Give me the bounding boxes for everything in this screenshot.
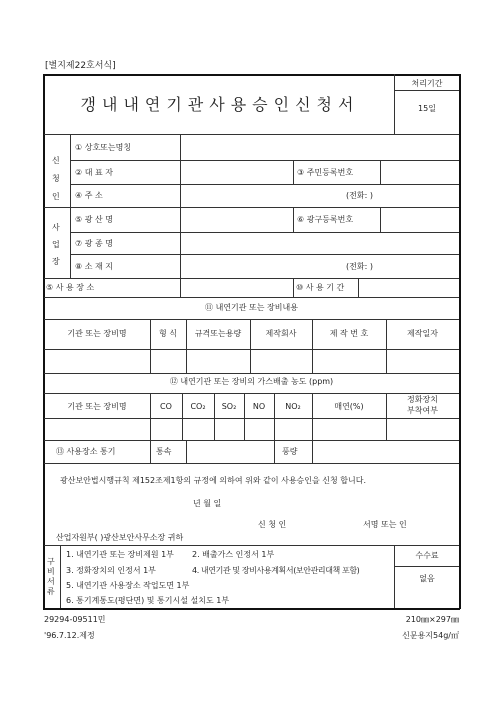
representative-label: ② 대 표 자 <box>75 168 113 177</box>
mine-registration-label: ⑥ 광구등록번호 <box>297 215 354 224</box>
document-item-4: 4. 내연기관 및 장비사용계획서(보안관리대책 포함) <box>192 566 360 575</box>
engine-header-serial: 제 작 번 호 <box>329 329 369 338</box>
ventilation-method-label: 통속 <box>156 447 172 456</box>
applicant-group-label: 신 청 인 <box>52 156 60 201</box>
application-statement: 광산보안법시행규칙 제152조제1항의 규정에 의하여 위와 같이 사용승인을 신청 합니다. <box>60 476 366 485</box>
document-item-1: 1. 내연기관 또는 장비제원 1부 <box>66 550 174 559</box>
applicant-signature-label: 신 청 인 <box>258 520 287 529</box>
business-group-label: 사 업 장 <box>52 223 60 266</box>
document-item-3: 3. 정화장치의 인정서 1부 <box>66 566 156 575</box>
gas-header-no: NO <box>252 402 266 411</box>
engine-header-maker: 제작회사 <box>265 329 297 338</box>
business-phone-label: (전화: ) <box>346 262 373 271</box>
enactment-date: '96.7.12.제정 <box>44 631 95 640</box>
document-item-6: 6. 통기계통도(평단면) 및 통기시설 설치도 1부 <box>66 596 230 605</box>
location-label: ⑧ 소 재 지 <box>75 262 113 271</box>
gas-header-name: 기관 또는 장비명 <box>67 402 127 411</box>
date-line: 년 월 일 <box>193 499 222 508</box>
ventilation-label: ⑬ 사용장소 통기 <box>56 447 116 456</box>
gas-header-co2: CO₂ <box>190 402 206 411</box>
form-label: [별지제22호서식] <box>45 61 116 71</box>
mine-name-label: ⑤ 광 산 명 <box>75 215 113 224</box>
signature-or-seal-label: 서명 또는 인 <box>363 520 407 529</box>
gas-header-co: CO <box>160 402 172 411</box>
paper-type: 신문용지54g/㎡ <box>402 631 459 640</box>
engine-header-capacity: 규격또는용량 <box>194 329 242 338</box>
documents-group-label: 구 비 서 류 <box>47 557 55 596</box>
fee-label: 수수료 <box>415 551 439 560</box>
addressee: 산업자원부( )광산보안사무소장 귀하 <box>56 533 184 542</box>
gas-header-smoke: 매연(%) <box>334 402 364 411</box>
fee-value: 없음 <box>419 574 435 583</box>
company-name-label: ① 상호또는명칭 <box>75 143 132 152</box>
gas-header-so2: SO₂ <box>221 402 237 411</box>
gas-section-title: ⑫ 내연기관 또는 장비의 가스배출 농도 (ppm) <box>169 377 334 386</box>
gas-header-no2: NO₂ <box>285 402 301 411</box>
paper-size: 210㎜×297㎜ <box>405 615 459 624</box>
form-code: 29294-09511민 <box>44 615 106 624</box>
use-period-label: ⑩ 사 용 기 간 <box>296 283 345 292</box>
gas-header-attached: 부착여부 <box>407 406 438 415</box>
engine-header-name: 기관 또는 장비명 <box>67 329 127 338</box>
use-place-label: ⑤ 사 용 장 소 <box>46 283 95 292</box>
engine-header-date: 제작일자 <box>407 329 438 338</box>
document-item-5: 5. 내연기관 사용장소 작업도면 1부 <box>66 581 190 590</box>
address-label: ④ 주 소 <box>75 191 103 200</box>
engine-header-type: 형 식 <box>159 329 177 338</box>
resident-number-label: ③ 주민등록번호 <box>297 168 354 177</box>
gas-header-purifier: 정화장치 <box>407 395 438 404</box>
page-title: 갱내내연기관사용승인신청서 <box>80 95 360 114</box>
ventilation-amount-label: 풍량 <box>282 447 298 456</box>
processing-period-value: 15일 <box>418 104 436 113</box>
engine-section-title: ⑪ 내연기관 또는 장비내용 <box>205 303 298 312</box>
document-item-2: 2. 배출가스 인정서 1부 <box>192 550 275 559</box>
applicant-phone-label: (전화: ) <box>346 191 373 200</box>
mineral-type-label: ⑦ 광 종 명 <box>75 239 113 248</box>
processing-period-label: 처리기간 <box>411 79 443 88</box>
